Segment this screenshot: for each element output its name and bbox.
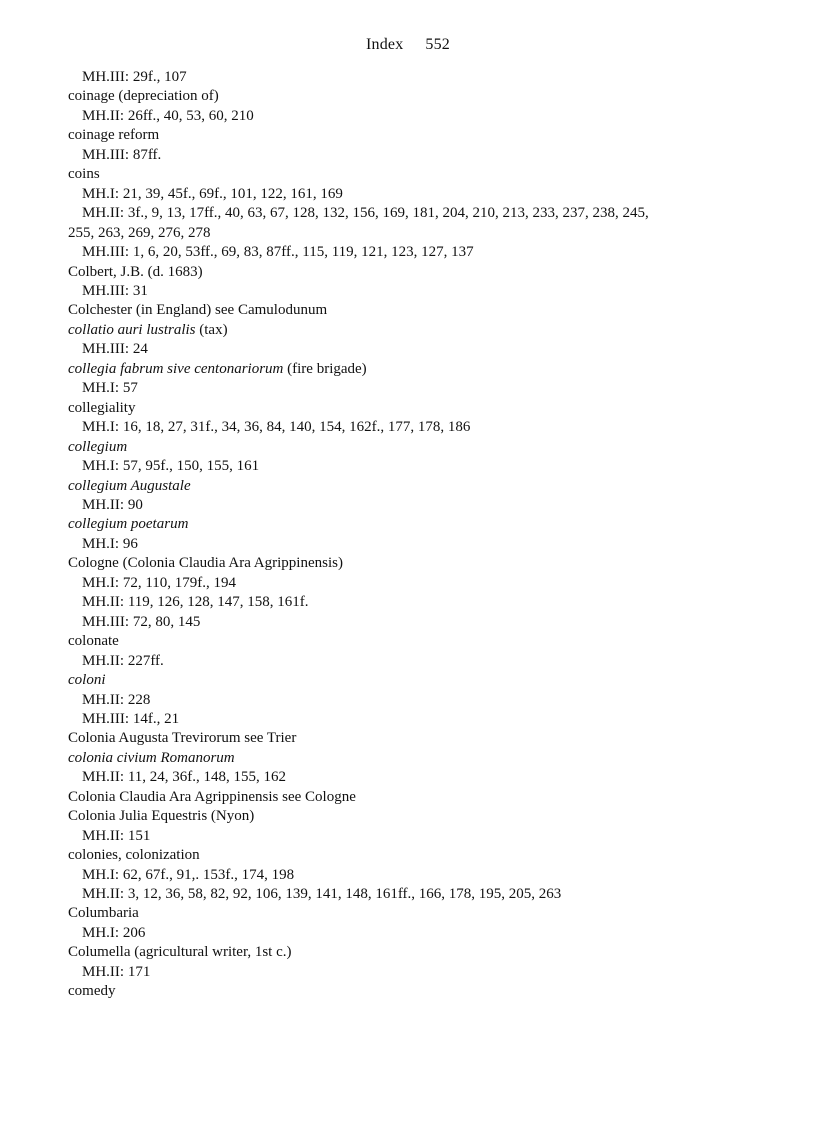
index-reference <box>68 496 768 515</box>
italic-term: collegium poetarum <box>68 516 189 533</box>
page-number: 552 <box>425 36 451 53</box>
index-heading <box>68 301 768 320</box>
italic-term: collegium Augustale <box>68 477 191 494</box>
index-text: MH.I: 57 <box>82 380 138 397</box>
index-reference <box>68 885 768 904</box>
index-text: coinage reform <box>68 127 160 144</box>
index-text: MH.II: 3, 12, 36, 58, 82, 92, 106, 139, 141, 148, 161ff., 166, 178, 195, 205, 263 <box>82 886 562 903</box>
index-reference <box>68 107 768 126</box>
index-reference-continuation <box>68 224 768 243</box>
index-reference <box>68 340 768 359</box>
index-text: Colchester (in England) see Camulodunum <box>68 302 328 319</box>
italic-term: collatio auri lustralis <box>68 321 196 338</box>
index-heading <box>68 321 768 340</box>
index-text: MH.III: 29f., 107 <box>82 69 187 85</box>
index-reference <box>68 827 768 846</box>
index-reference <box>68 457 768 476</box>
index-text: MH.I: 206 <box>82 924 146 941</box>
index-reference <box>68 282 768 301</box>
italic-term: coloni <box>68 672 106 689</box>
index-reference <box>68 418 768 437</box>
index-heading <box>68 788 768 807</box>
index-text: MH.II: 90 <box>82 496 143 513</box>
index-heading <box>68 943 768 962</box>
index-heading <box>68 807 768 826</box>
page-header <box>0 34 816 56</box>
index-reference <box>68 204 768 223</box>
index-text: MH.III: 14f., 21 <box>82 710 180 727</box>
index-heading <box>68 477 768 496</box>
index-reference <box>68 924 768 943</box>
italic-term: collegium <box>68 438 128 455</box>
index-text: Columbaria <box>68 905 139 922</box>
index-text: MH.III: 72, 80, 145 <box>82 613 201 630</box>
index-text: coins <box>68 166 100 183</box>
italic-term: colonia civium Romanorum <box>68 749 235 766</box>
index-text: Cologne (Colonia Claudia Ara Agrippinensis) <box>68 555 343 572</box>
index-text: MH.II: 228 <box>82 691 151 708</box>
index-reference <box>68 691 768 710</box>
header-title: Index <box>365 36 404 53</box>
index-heading <box>68 399 768 418</box>
index-text: MH.II: 227ff. <box>82 652 164 669</box>
index-heading <box>68 749 768 768</box>
index-heading <box>68 554 768 573</box>
index-heading <box>68 904 768 923</box>
index-heading <box>68 632 768 651</box>
index-heading <box>68 982 768 1001</box>
index-text: Colonia Julia Equestris (Nyon) <box>68 808 255 825</box>
index-reference <box>68 243 768 262</box>
index-text: coinage (depreciation of) <box>68 88 219 105</box>
index-reference <box>68 146 768 165</box>
index-text: MH.III: 31 <box>82 282 148 299</box>
index-heading <box>68 515 768 534</box>
index-text: Colonia Augusta Trevirorum see Trier <box>68 730 297 747</box>
index-text: Columella (agricultural writer, 1st c.) <box>68 944 292 961</box>
index-reference <box>68 535 768 554</box>
index-text: colonies, colonization <box>68 847 200 864</box>
index-heading <box>68 165 768 184</box>
index-text: MH.I: 72, 110, 179f., 194 <box>82 574 237 591</box>
index-text: MH.II: 26ff., 40, 53, 60, 210 <box>82 107 254 124</box>
index-heading <box>68 438 768 457</box>
index-reference <box>68 185 768 204</box>
index-text: MH.II: 3f., 9, 13, 17ff., 40, 63, 67, 128, 132, 156, 169, 181, 204, 210, 213, 233, 237, 238, 245, <box>82 205 649 222</box>
index-heading <box>68 126 768 145</box>
index-reference <box>68 652 768 671</box>
index-text: colonate <box>68 633 119 650</box>
index-reference <box>68 593 768 612</box>
index-heading <box>68 729 768 748</box>
index-text: Colonia Claudia Ara Agrippinensis see Cologne <box>68 788 356 805</box>
index-heading <box>68 263 768 282</box>
italic-term: collegia fabrum sive centonariorum <box>68 360 284 377</box>
index-reference <box>68 963 768 982</box>
index-heading <box>68 87 768 106</box>
index-reference <box>68 613 768 632</box>
index-heading <box>68 846 768 865</box>
index-text: MH.II: 171 <box>82 963 151 980</box>
index-reference <box>68 866 768 885</box>
index-text: MH.I: 16, 18, 27, 31f., 34, 36, 84, 140, 154, 162f., 177, 178, 186 <box>82 419 471 436</box>
index-reference <box>68 379 768 398</box>
index-text: MH.II: 119, 126, 128, 147, 158, 161f. <box>82 594 309 611</box>
index-text: (fire brigade) <box>283 360 367 377</box>
index-reference <box>68 710 768 729</box>
index-text: collegiality <box>68 399 136 416</box>
index-text: (tax) <box>195 321 228 338</box>
index-text: comedy <box>68 983 116 1000</box>
index-heading <box>68 671 768 690</box>
index-text: Colbert, J.B. (d. 1683) <box>68 263 203 280</box>
index-heading <box>68 360 768 379</box>
index-reference <box>68 574 768 593</box>
index-text: MH.II: 11, 24, 36f., 148, 155, 162 <box>82 769 287 786</box>
index-text: MH.III: 87ff. <box>82 146 162 163</box>
index-text: MH.II: 151 <box>82 827 151 844</box>
index-reference <box>68 768 768 787</box>
index-text: MH.III: 24 <box>82 341 148 358</box>
index-text: MH.I: 21, 39, 45f., 69f., 101, 122, 161, 169 <box>82 185 343 202</box>
index-text: MH.I: 57, 95f., 150, 155, 161 <box>82 458 260 475</box>
index-reference <box>68 68 768 87</box>
index-list <box>68 68 768 1002</box>
index-text: MH.I: 62, 67f., 91,. 153f., 174, 198 <box>82 866 295 883</box>
index-text: MH.III: 1, 6, 20, 53ff., 69, 83, 87ff., 115, 119, 121, 123, 127, 137 <box>82 244 474 261</box>
index-text: 255, 263, 269, 276, 278 <box>68 224 211 241</box>
index-text: MH.I: 96 <box>82 535 138 552</box>
